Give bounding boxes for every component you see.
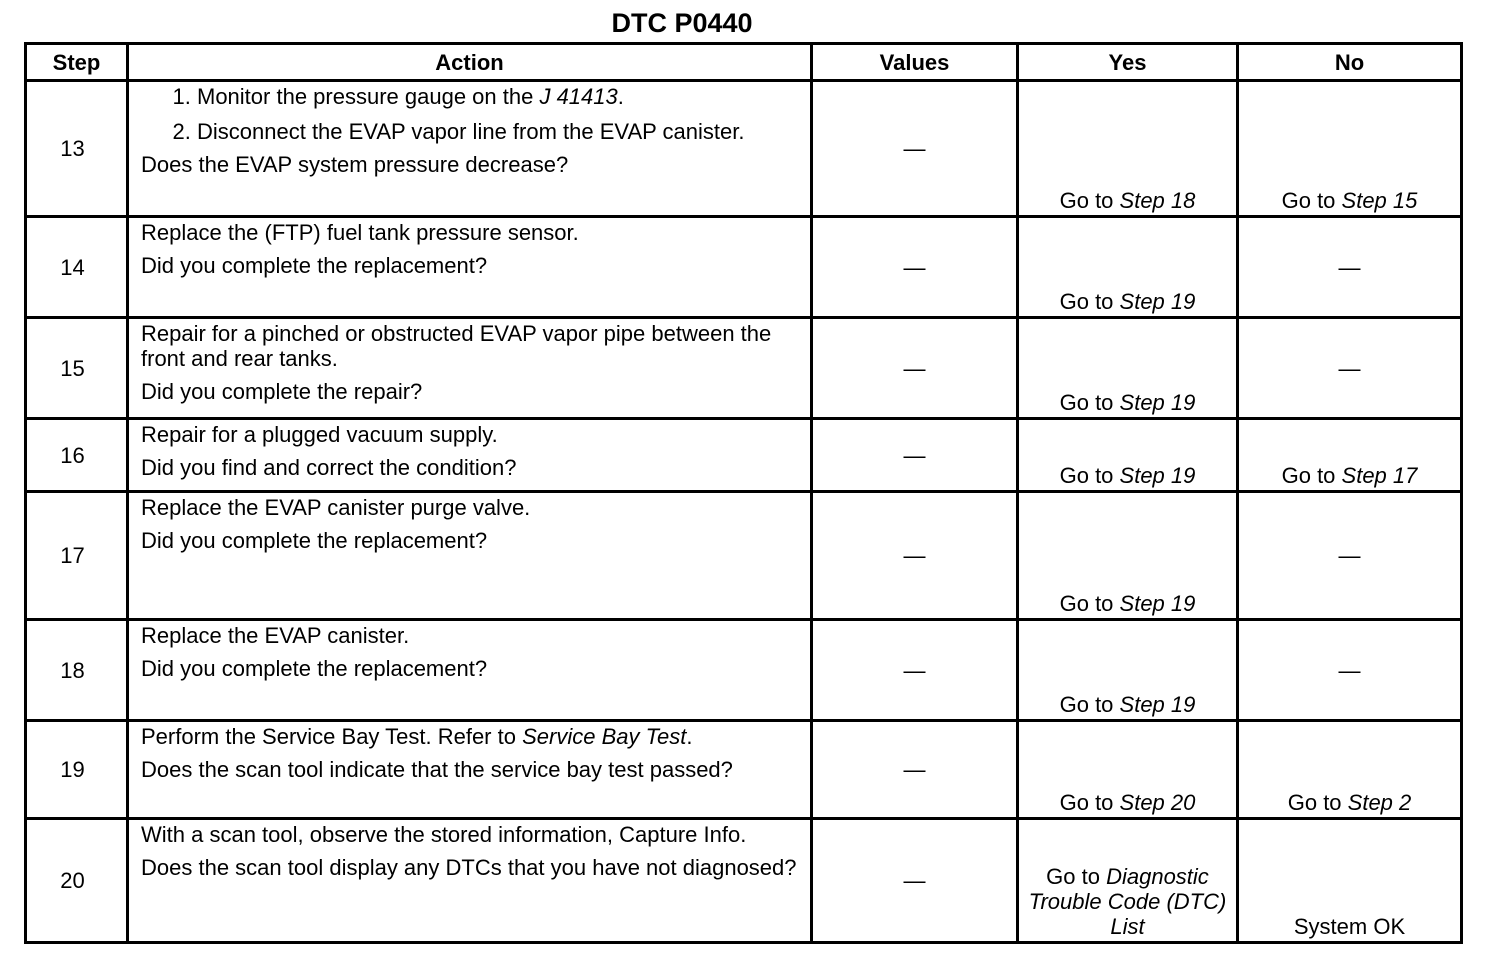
value-cell: — xyxy=(812,81,1018,217)
step-number: 14 xyxy=(26,217,128,318)
step-number: 19 xyxy=(26,721,128,819)
step-number: 13 xyxy=(26,81,128,217)
yes-cell: Go to Step 19 xyxy=(1018,318,1238,419)
value-cell: — xyxy=(812,318,1018,419)
action-cell xyxy=(128,819,812,943)
table-row xyxy=(26,318,1462,419)
action-step: 2. Disconnect the EVAP vapor line from the EVAP canister. xyxy=(197,119,800,144)
step-number: 18 xyxy=(26,620,128,721)
action-cell xyxy=(128,620,812,721)
action-cell xyxy=(128,81,812,217)
action-cell xyxy=(128,217,812,318)
step-link[interactable]: Step 19 xyxy=(1119,463,1196,488)
action-text: With a scan tool, observe the stored information, Capture Info. xyxy=(141,822,747,847)
table-row xyxy=(26,81,1462,217)
action-cell xyxy=(128,318,812,419)
table-row xyxy=(26,620,1462,721)
header-step: Step xyxy=(26,44,128,81)
table-row xyxy=(26,819,1462,943)
table-row xyxy=(26,492,1462,620)
step-link[interactable]: Step 19 xyxy=(1119,692,1196,717)
table-row xyxy=(26,419,1462,492)
action-step: 1. Monitor the pressure gauge on the J 41413. xyxy=(197,84,800,109)
value-cell: — xyxy=(812,419,1018,492)
step-link[interactable]: Step 15 xyxy=(1341,188,1418,213)
action-text: Perform the Service Bay Test. Refer to Service Bay Test. xyxy=(141,724,693,749)
step-link[interactable]: Step 19 xyxy=(1119,289,1196,314)
no-cell: — xyxy=(1238,318,1462,419)
tool-reference: J 41413 xyxy=(539,84,618,109)
action-text: Replace the (FTP) fuel tank pressure sensor. xyxy=(141,220,579,245)
action-text: Repair for a pinched or obstructed EVAP vapor pipe between the front and rear tanks. xyxy=(141,321,772,371)
step-number: 17 xyxy=(26,492,128,620)
action-question: Did you complete the replacement? xyxy=(141,253,488,278)
no-cell: — xyxy=(1238,217,1462,318)
value-cell: — xyxy=(812,492,1018,620)
header-yes: Yes xyxy=(1018,44,1238,81)
action-text: Replace the EVAP canister. xyxy=(141,623,410,648)
value-cell: — xyxy=(812,721,1018,819)
action-question: Did you complete the replacement? xyxy=(141,656,488,681)
yes-cell: Go to Step 19 xyxy=(1018,492,1238,620)
action-question: Does the scan tool display any DTCs that you have not diagnosed? xyxy=(141,855,797,880)
page-title: DTC P0440 xyxy=(611,8,753,38)
action-cell xyxy=(128,419,812,492)
value-cell: — xyxy=(812,620,1018,721)
yes-cell: Go to Step 20 xyxy=(1018,721,1238,819)
step-link[interactable]: Step 18 xyxy=(1119,188,1196,213)
header-values: Values xyxy=(812,44,1018,81)
step-number: 20 xyxy=(26,819,128,943)
no-cell: — xyxy=(1238,620,1462,721)
procedure-reference[interactable]: Service Bay Test xyxy=(522,724,687,749)
yes-cell: Go to Step 19 xyxy=(1018,217,1238,318)
no-cell: Go to Step 2 xyxy=(1238,721,1462,819)
action-text: Replace the EVAP canister purge valve. xyxy=(141,495,531,520)
action-steps-list xyxy=(141,84,800,144)
no-cell: — xyxy=(1238,492,1462,620)
action-text: Repair for a plugged vacuum supply. xyxy=(141,422,498,447)
no-cell: Go to Step 17 xyxy=(1238,419,1462,492)
yes-cell: Go to Step 19 xyxy=(1018,419,1238,492)
action-cell xyxy=(128,492,812,620)
step-link[interactable]: Step 17 xyxy=(1341,463,1418,488)
yes-cell: Go to Step 19 xyxy=(1018,620,1238,721)
step-link[interactable]: Step 19 xyxy=(1119,591,1196,616)
table-row xyxy=(26,721,1462,819)
yes-cell: Go to Step 18 xyxy=(1018,81,1238,217)
no-cell: Go to Step 15 xyxy=(1238,81,1462,217)
no-cell: System OK xyxy=(1238,819,1462,943)
table-row xyxy=(26,217,1462,318)
action-question: Did you find and correct the condition? xyxy=(141,455,517,480)
step-number: 16 xyxy=(26,419,128,492)
header-no: No xyxy=(1238,44,1462,81)
action-question: Does the scan tool indicate that the service bay test passed? xyxy=(141,757,733,782)
header-action: Action xyxy=(128,44,812,81)
step-link[interactable]: Step 20 xyxy=(1119,790,1196,815)
action-cell xyxy=(128,721,812,819)
action-question: Does the EVAP system pressure decrease? xyxy=(141,152,569,177)
step-link[interactable]: Step 19 xyxy=(1119,390,1196,415)
value-cell: — xyxy=(812,217,1018,318)
step-link[interactable]: Step 2 xyxy=(1347,790,1412,815)
table-header-row xyxy=(26,44,1462,81)
yes-cell: Go to Diagnostic Trouble Code (DTC) List xyxy=(1018,819,1238,943)
diagnostic-table xyxy=(24,42,1463,944)
step-number: 15 xyxy=(26,318,128,419)
value-cell: — xyxy=(812,819,1018,943)
dtc-list-link[interactable]: Diagnostic Trouble Code (DTC) List xyxy=(1028,864,1227,939)
action-question: Did you complete the replacement? xyxy=(141,528,488,553)
action-question: Did you complete the repair? xyxy=(141,379,423,404)
